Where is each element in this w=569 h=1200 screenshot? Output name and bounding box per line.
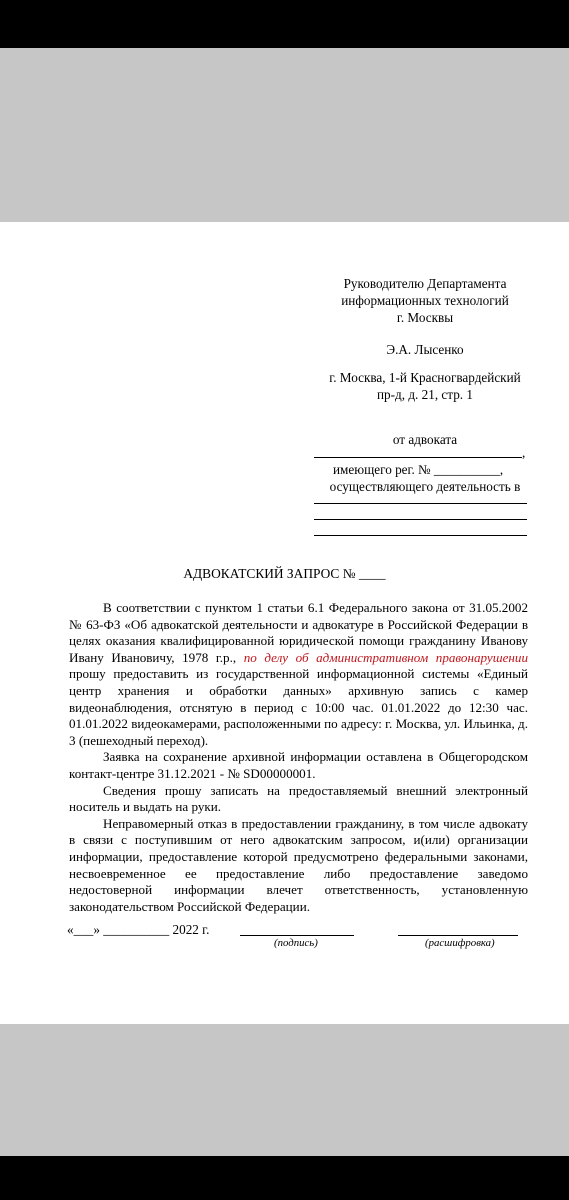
sender-activity-line-2 bbox=[314, 519, 527, 520]
sender-activity-line-3 bbox=[314, 535, 527, 536]
signature-caption: (подпись) bbox=[274, 937, 318, 949]
decoding-line bbox=[398, 935, 518, 936]
sender-name-comma: , bbox=[522, 445, 526, 460]
paragraph-3: Сведения прошу записать на предоставляемый внешний электронный носитель и выдать на руки. bbox=[69, 782, 528, 815]
paragraph-1 bbox=[69, 600, 528, 749]
sender-from: от адвоката bbox=[392, 432, 458, 447]
top-black-band bbox=[0, 0, 569, 48]
sender-activity: осуществляющего деятельность в bbox=[329, 479, 521, 494]
addressee-name: Э.А. Лысенко bbox=[386, 342, 464, 357]
paragraph-1-text-a: В соответствии с пунктом 1 статьи 6.1 Федерального закона от 31.05.2002 № 63-ФЗ «Об адвокатской деятельности и адвокатуре в Российской Федерации в целях оказания квалифицированной юридической помощи гражданину Иванову Ивану Ивановичу, 1978 г.р., bbox=[69, 600, 528, 665]
signature-date: «___» __________ 2022 г. bbox=[67, 922, 210, 937]
paragraph-2: Заявка на сохранение архивной информации оставлена в Общегородском контакт-центре 31.12.2021 - № SD00000001. bbox=[69, 749, 528, 781]
bottom-gray-area bbox=[0, 1024, 569, 1156]
addressee-line-3: г. Москвы bbox=[396, 310, 454, 325]
paragraph-1-highlight: по делу об административном правонарушении bbox=[243, 649, 528, 665]
addressee-line-2: информационных технологий bbox=[341, 293, 509, 308]
bottom-black-band bbox=[0, 1156, 569, 1200]
sender-name-line bbox=[314, 457, 522, 458]
addressee-address-2: пр-д, д. 21, стр. 1 bbox=[377, 387, 473, 402]
document-body bbox=[69, 600, 528, 915]
document-title: АДВОКАТСКИЙ ЗАПРОС № ____ bbox=[183, 566, 386, 581]
paragraph-1-text-b: прошу предоставить из государственной информационной системы «Единый центр хранения и обработки данных» архивную запись с камер видеонаблюдения, отснятую в период с 10:00 час. 01.01.2022 до 12:30 час. 01.01.2022 видеокамерами, расположенными по адресу: г. Москва, ул. Ильинка, д. 3 (пешеходный переход). bbox=[69, 666, 528, 748]
signature-line bbox=[240, 935, 354, 936]
sender-registration: имеющего рег. № __________, bbox=[333, 462, 504, 477]
addressee-address-1: г. Москва, 1-й Красногвардейский bbox=[329, 370, 521, 385]
addressee-line-1: Руководителю Департамента bbox=[343, 276, 507, 291]
paragraph-4: Неправомерный отказ в предоставлении гражданину, в том числе адвокату в связи с поступившим от него адвокатским запросом, и(или) организации информации, предоставление которой предусмотрено федеральными законами, несвоевременное ее предоставление либо предоставление заведомо недостоверной информации влечет ответственность, установленную законодательством Российской Федерации. bbox=[69, 815, 528, 914]
top-gray-area bbox=[0, 48, 569, 222]
sender-activity-line-1 bbox=[314, 503, 527, 504]
decoding-caption: (расшифровка) bbox=[425, 937, 495, 949]
